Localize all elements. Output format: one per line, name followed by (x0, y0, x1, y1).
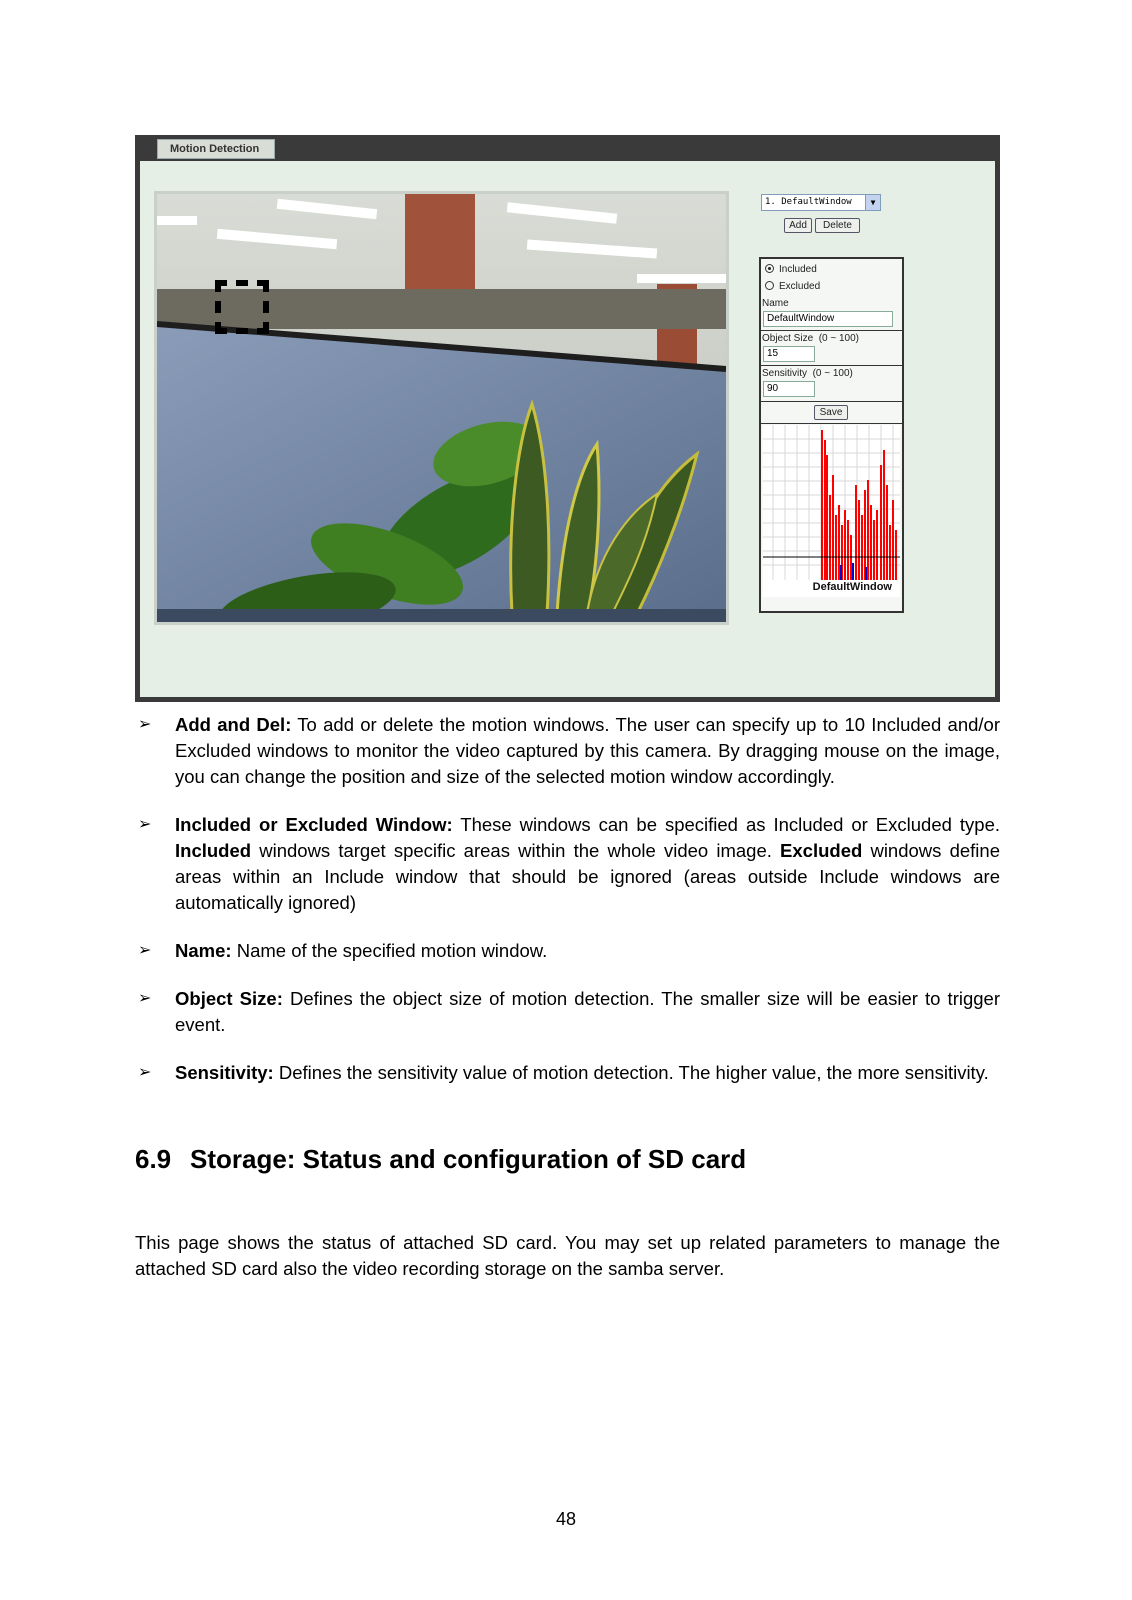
excluded-option[interactable] (761, 281, 902, 292)
bullet-text: windows target specific areas within the whole video image. (251, 840, 781, 861)
bullet-term: Add and Del: (175, 714, 292, 735)
motion-detection-screenshot (135, 135, 1000, 702)
divider (761, 365, 902, 366)
divider (761, 330, 902, 331)
list-item (135, 812, 1000, 916)
motion-detection-panel (140, 161, 995, 697)
name-field[interactable]: DefaultWindow (763, 311, 893, 327)
bullet-text: windows define areas within an Include window that should be ignored (areas outside Include windows are automatically ignored) (175, 840, 1000, 913)
bullet-arrow-icon: ➢ (138, 990, 152, 1007)
chevron-down-icon[interactable]: ▼ (865, 195, 880, 210)
bullet-term: Excluded (780, 840, 863, 861)
name-label: Name (762, 298, 789, 309)
delete-button[interactable]: Delete (815, 218, 860, 233)
object-size-label-text: Object Size (762, 333, 814, 344)
sensitivity-label-text: Sensitivity (762, 368, 808, 379)
excluded-radio[interactable] (765, 281, 774, 290)
list-item (135, 986, 1000, 1038)
tab-motion-detection[interactable]: Motion Detection (157, 139, 275, 159)
bullet-text: To add or delete the motion windows. The user can specify up to 10 Included and/or Excluded windows to monitor the video captured by this camera. By dragging mouse on the image, you can change the position and size of the selected motion window accordingly. (175, 714, 1000, 787)
divider (761, 423, 902, 424)
motion-window-outline[interactable] (215, 280, 269, 334)
sensitivity-label (761, 368, 903, 379)
bullet-text: Defines the sensitivity value of motion detection. The higher value, the more sensitivity. (273, 1062, 989, 1083)
bullet-term: Included (175, 840, 252, 861)
excluded-label: Excluded (779, 281, 821, 292)
section-number: 6.9 (135, 1144, 172, 1174)
histogram-window-label: DefaultWindow (812, 581, 892, 593)
object-size-field[interactable]: 15 (763, 346, 815, 362)
bullet-term: Object Size: (175, 988, 283, 1009)
histogram-graphic (763, 425, 900, 597)
list-item (135, 712, 1000, 790)
bullet-text: These windows can be specified as Included or Excluded type. (452, 814, 1000, 835)
bullet-term: Included or Excluded Window: (175, 814, 453, 835)
divider (761, 401, 902, 402)
bullet-text: Name of the specified motion window. (231, 940, 548, 961)
add-button[interactable]: Add (784, 218, 812, 233)
motion-histogram (763, 425, 900, 597)
camera-video-image[interactable] (154, 191, 729, 625)
video-frame-picture (157, 194, 726, 622)
page-number: 48 (555, 1509, 577, 1529)
bullet-arrow-icon: ➢ (138, 816, 152, 833)
object-size-range: (0 ~ 100) (818, 333, 860, 344)
list-item (135, 1060, 1000, 1086)
bullet-term: Name: (175, 940, 232, 961)
feature-bullet-list (135, 712, 1000, 1108)
motion-window-select-value: 1. DefaultWindow (765, 197, 852, 207)
object-size-label (761, 333, 903, 344)
included-radio[interactable] (765, 264, 774, 273)
bullet-arrow-icon: ➢ (138, 942, 152, 959)
included-option[interactable] (761, 264, 902, 275)
sensitivity-field[interactable]: 90 (763, 381, 815, 397)
section-heading (135, 1144, 746, 1175)
motion-window-select[interactable] (761, 194, 881, 211)
sensitivity-range: (0 ~ 100) (812, 368, 853, 379)
window-config-panel (759, 257, 904, 613)
bullet-text: Defines the object size of motion detection. The smaller size will be easier to trigger event. (175, 988, 1000, 1035)
bullet-arrow-icon: ➢ (138, 1064, 152, 1081)
list-item (135, 938, 1000, 964)
section-title: Storage: Status and configuration of SD card (190, 1144, 747, 1174)
save-button[interactable]: Save (814, 405, 848, 420)
section-paragraph: This page shows the status of attached SD card. You may set up related parameters to manage the attached SD card also the video recording storage on the samba server. (135, 1232, 1000, 1279)
included-label: Included (779, 264, 817, 275)
bullet-arrow-icon: ➢ (138, 716, 152, 733)
bullet-term: Sensitivity: (175, 1062, 274, 1083)
